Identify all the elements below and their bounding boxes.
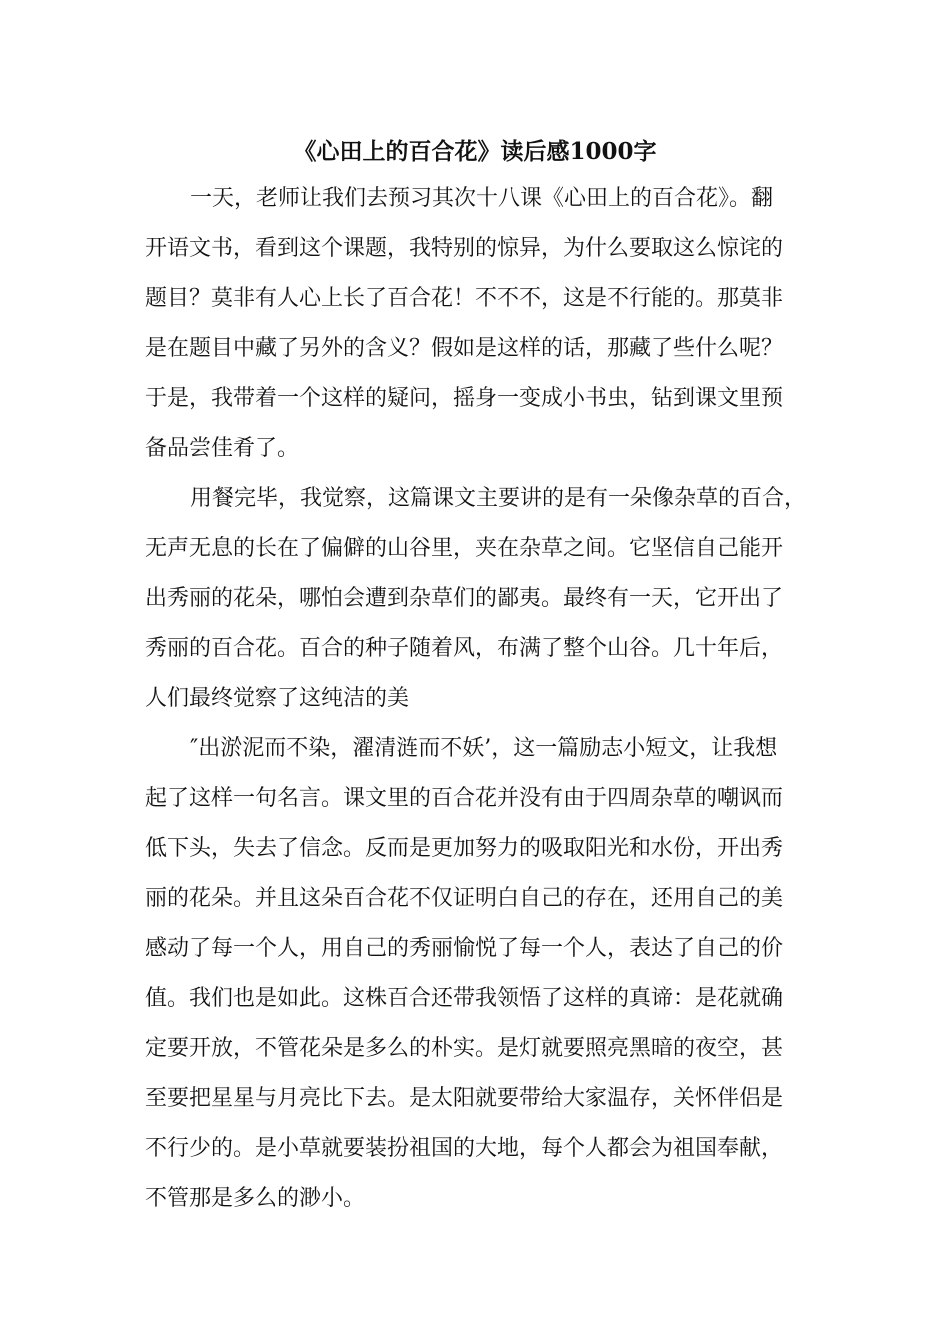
document-title: 《心田上的百合花》读后感1000字 xyxy=(293,138,657,165)
paragraph-2-line-1: 用餐完毕，我觉察，这篇课文主要讲的是有一朵像杂草的百合， xyxy=(190,486,807,511)
paragraph-3-line-1: ″出淤泥而不染，濯清涟而不妖’，这一篇励志小短文，让我想 xyxy=(190,736,778,761)
paragraph-1-line-1: 一天，老师让我们去预习其次十八课《心田上的百合花》。翻 xyxy=(190,186,774,211)
paragraph-1-line-6: 备品尝佳肴了。 xyxy=(145,436,300,461)
paragraph-2-line-3: 出秀丽的花朵，哪怕会遭到杂草们的鄙夷。最终有一天，它开出了 xyxy=(145,586,784,611)
paragraph-3-line-5: 感动了每一个人，用自己的秀丽愉悦了每一个人，表达了自己的价 xyxy=(145,936,784,961)
paragraph-3-line-2: 起了这样一句名言。课文里的百合花并没有由于四周杂草的嘲讽而 xyxy=(145,786,784,811)
paragraph-3-line-10: 不管那是多么的渺小。 xyxy=(145,1186,366,1211)
paragraph-1-line-4: 是在题目中藏了另外的含义？假如是这样的话，那藏了些什么呢？ xyxy=(145,336,784,361)
paragraph-2-line-4: 秀丽的百合花。百合的种子随着风，布满了整个山谷。几十年后， xyxy=(145,636,784,661)
paragraph-3-line-8: 至要把星星与月亮比下去。是太阳就要带给大家温存，关怀伴侣是 xyxy=(145,1086,784,1111)
paragraph-3-line-3: 低下头，失去了信念。反而是更加努力的吸取阳光和水份，开出秀 xyxy=(145,836,784,861)
paragraph-3-line-6: 值。我们也是如此。这株百合还带我领悟了这样的真谛：是花就确 xyxy=(145,986,784,1011)
paragraph-3-line-7: 定要开放，不管花朵是多么的朴实。是灯就要照亮黑暗的夜空，甚 xyxy=(145,1036,784,1061)
paragraph-1-line-5: 于是，我带着一个这样的疑问，摇身一变成小书虫，钻到课文里预 xyxy=(145,386,784,411)
paragraph-1-line-2: 开语文书，看到这个课题，我特别的惊异，为什么要取这么惊诧的 xyxy=(145,236,784,261)
paragraph-2-line-2: 无声无息的长在了偏僻的山谷里，夹在杂草之间。它坚信自己能开 xyxy=(145,536,784,561)
paragraph-3-line-9: 不行少的。是小草就要装扮祖国的大地，每个人都会为祖国奉献， xyxy=(145,1136,784,1161)
paragraph-2-line-5: 人们最终觉察了这纯洁的美 xyxy=(145,686,410,711)
paragraph-3-line-4: 丽的花朵。并且这朵百合花不仅证明白自己的存在，还用自己的美 xyxy=(145,886,784,911)
paragraph-1-line-3: 题目？莫非有人心上长了百合花！不不不，这是不行能的。那莫非 xyxy=(145,286,784,311)
